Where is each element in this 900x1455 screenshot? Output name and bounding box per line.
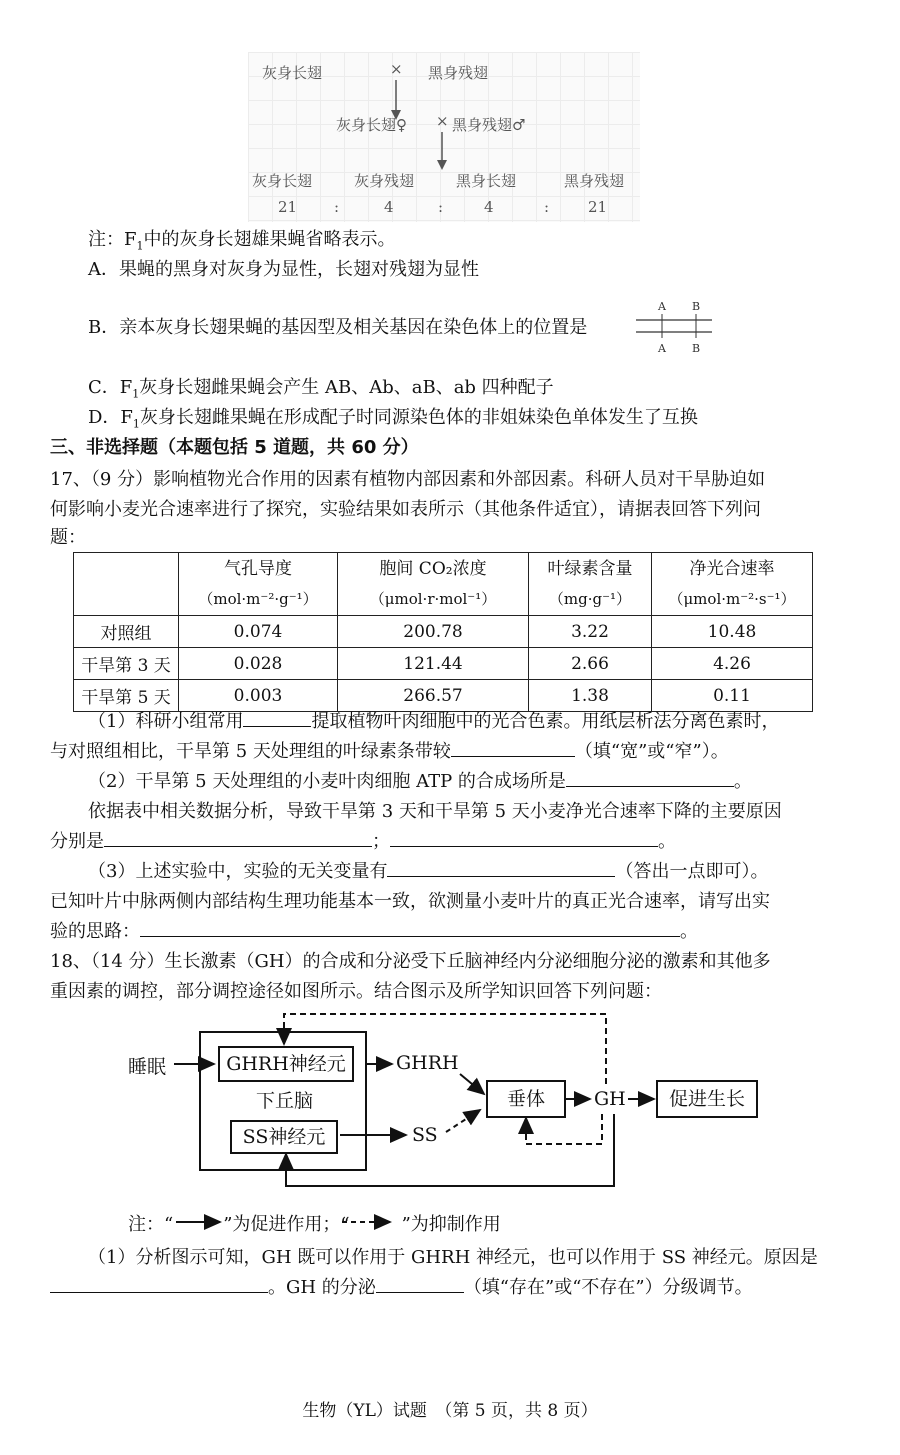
- gh-label: GH: [594, 1088, 626, 1110]
- answer-blank[interactable]: [376, 1274, 464, 1293]
- q17-part3-line2: 已知叶片中脉两侧内部结构生理功能基本一致，欲测量小麦叶片的真正光合速率，请写出实: [50, 891, 770, 912]
- table-cell: 0.028: [179, 648, 338, 680]
- table-cell: 0.074: [179, 616, 338, 648]
- q17-part2-line2: 依据表中相关数据分析，导致干旱第 3 天和干旱第 5 天小麦净光合速率下降的主要原因: [88, 801, 782, 822]
- table-cell: 0.003: [179, 680, 338, 712]
- ghrh-label: GHRH: [396, 1052, 459, 1074]
- ratio-value: 4: [484, 198, 494, 216]
- parent-gray-long: 灰身长翅: [262, 64, 323, 82]
- ratio-value: 21: [278, 198, 298, 216]
- ratio-sep: :: [544, 198, 550, 216]
- q17-part3-line3: 验的思路： 。: [50, 918, 698, 946]
- ss-to-pituitary-arrow: [446, 1110, 480, 1132]
- ghrh-neuron-box: GHRH神经元: [218, 1046, 354, 1082]
- table-cell: 0.11: [652, 680, 813, 712]
- table-cell: 266.57: [338, 680, 529, 712]
- hypothalamus-label: 下丘脑: [256, 1090, 314, 1112]
- ratio-value: 4: [384, 198, 394, 216]
- table-cell: 干旱第 3 天: [74, 648, 179, 680]
- f1-male: 黑身残翅♂: [452, 116, 526, 134]
- parent-black-vestigial: 黑身残翅: [428, 64, 489, 82]
- ratio-value: 21: [588, 198, 608, 216]
- table-cell: 4.26: [652, 648, 813, 680]
- q17-part1-line1: （1）科研小组常用 提取植物叶肉细胞中的光合色素。用纸层析法分离色素时，: [88, 708, 779, 736]
- q16-option-c: C．$F_1$灰身长翅雌果蝇会产生 AB、Ab、aB、ab 四种配子: [88, 377, 554, 401]
- table-cell: 200.78: [338, 616, 529, 648]
- q16-option-d: D．$F_1$灰身长翅雌果蝇在形成配子时同源染色体的非姐妹染色单体发生了互换: [88, 407, 698, 431]
- diagram-legend: 注：“ ”为促进作用；“ ”为抑制作用: [128, 1214, 501, 1235]
- gh-feedback-pituitary-arrow: [526, 1114, 602, 1144]
- offspring-4: 黑身残翅: [564, 172, 625, 190]
- q17-line1: 17、（9 分）影响植物光合作用的因素有植物内部因素和外部因素。科研人员对干旱胁迫如: [50, 469, 766, 490]
- table-header-cell: 叶绿素含量 （mg·g⁻¹）: [529, 553, 652, 616]
- sleep-label: 睡眠: [128, 1056, 167, 1078]
- section3-heading: 三、非选择题（本题包括 5 道题，共 60 分）: [50, 437, 419, 458]
- table-cell: 2.66: [529, 648, 652, 680]
- table-cell: 10.48: [652, 616, 813, 648]
- table-cell: 干旱第 5 天: [74, 680, 179, 712]
- offspring-2: 灰身残翅: [354, 172, 415, 190]
- f1-female: 灰身长翅♀: [336, 116, 407, 134]
- q18-line2: 重因素的调控，部分调控途径如图所示。结合图示及所学知识回答下列问题：: [50, 981, 662, 1002]
- q16-option-a: A．果蝇的黑身对灰身为显性，长翅对残翅为显性: [88, 259, 479, 280]
- q18-line1: 18、（14 分）生长激素（GH）的合成和分泌受下丘脑神经内分泌细胞分泌的激素和其他多: [50, 951, 771, 972]
- ss-neuron-box: SS神经元: [230, 1120, 338, 1154]
- table-cell: 3.22: [529, 616, 652, 648]
- q17-line2: 何影响小麦光合速率进行了探究，实验结果如表所示（其他条件适宜），请据表回答下列问: [50, 499, 761, 520]
- table-header-cell: 胞间 CO₂浓度 （μmol·r·mol⁻¹）: [338, 553, 529, 616]
- ghrh-to-pituitary-arrow: [460, 1074, 484, 1094]
- page-footer: 生物（YL）试题 （第 5 页，共 8 页）: [302, 1401, 598, 1421]
- ss-label: SS: [412, 1124, 438, 1146]
- allele-label: A: [658, 342, 666, 355]
- table-cell: 对照组: [74, 616, 179, 648]
- answer-blank[interactable]: [50, 1274, 268, 1293]
- offspring-1: 灰身长翅: [252, 172, 313, 190]
- cross-symbol: ×: [390, 60, 403, 78]
- table-cell: 1.38: [529, 680, 652, 712]
- q18-part1-line2: 。GH 的分泌 （填“存在”或“不存在”）分级调节。: [50, 1274, 753, 1302]
- q16-note: 注：$F_1$中的灰身长翅雄果蝇省略表示。: [88, 229, 396, 253]
- offspring-3: 黑身长翅: [456, 172, 517, 190]
- promote-growth-box: 促进生长: [656, 1080, 758, 1118]
- table-header-cell: 气孔导度 （mol·m⁻²·g⁻¹）: [179, 553, 338, 616]
- pituitary-box: 垂体: [486, 1080, 566, 1118]
- table-header-cell: 净光合速率 （μmol·m⁻²·s⁻¹）: [652, 553, 813, 616]
- q17-part3-line1: （3）上述实验中，实验的无关变量有 （答出一点即可）。: [88, 858, 768, 886]
- q16-option-b: B．亲本灰身长翅果蝇的基因型及相关基因在染色体上的位置是: [88, 317, 588, 338]
- q17-part2-line3: 分别是 ； 。: [50, 828, 676, 856]
- ratio-sep: :: [438, 198, 444, 216]
- ratio-sep: :: [334, 198, 340, 216]
- q17-part2-line1: （2）干旱第 5 天处理组的小麦叶肉细胞 ATP 的合成场所是 。: [88, 768, 752, 796]
- allele-label: A: [658, 300, 666, 313]
- q17-line3: 题：: [50, 527, 86, 548]
- allele-label: B: [692, 300, 701, 313]
- cross-symbol-2: ×: [436, 112, 449, 130]
- allele-label: B: [692, 342, 701, 355]
- q17-part1-line2: 与对照组相比，干旱第 5 天处理组的叶绿素条带较 （填“宽”或“窄”）。: [50, 738, 729, 766]
- table-cell: 121.44: [338, 648, 529, 680]
- q18-part1-line1: （1）分析图示可知，GH 既可以作用于 GHRH 神经元，也可以作用于 SS 神经元。原因是: [88, 1247, 818, 1268]
